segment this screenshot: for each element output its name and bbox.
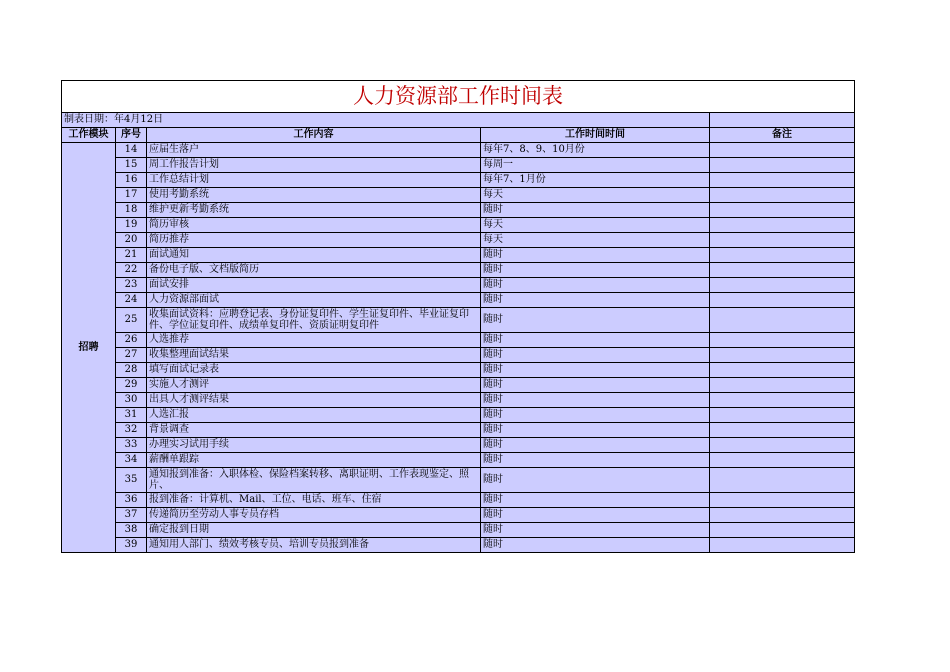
note-cell [710, 468, 855, 493]
seq-cell: 32 [116, 423, 147, 438]
note-cell [710, 493, 855, 508]
note-cell [710, 218, 855, 233]
content-cell: 收集整理面试结果 [147, 348, 481, 363]
seq-cell: 24 [116, 293, 147, 308]
table-row [62, 263, 855, 278]
content-cell: 人力资源部面试 [147, 293, 481, 308]
time-cell: 随时 [481, 293, 710, 308]
time-cell: 随时 [481, 423, 710, 438]
table-row [62, 393, 855, 408]
time-cell: 随时 [481, 348, 710, 363]
note-cell [710, 188, 855, 203]
time-cell: 随时 [481, 538, 710, 553]
seq-cell: 27 [116, 348, 147, 363]
note-cell [710, 333, 855, 348]
header-content: 工作内容 [147, 128, 481, 143]
date-row-note-cell [710, 113, 855, 128]
content-cell: 办理实习试用手续 [147, 438, 481, 453]
content-cell: 使用考勤系统 [147, 188, 481, 203]
seq-cell: 14 [116, 143, 147, 158]
content-cell: 简历推荐 [147, 233, 481, 248]
note-cell [710, 423, 855, 438]
note-cell [710, 248, 855, 263]
table-row [62, 363, 855, 378]
time-cell: 随时 [481, 453, 710, 468]
seq-cell: 29 [116, 378, 147, 393]
time-cell: 随时 [481, 248, 710, 263]
module-cell: 招聘 [62, 143, 116, 553]
content-cell: 收集面试资料：应聘登记表、身份证复印件、学生证复印件、毕业证复印件、学位证复印件、成绩单复印件、资质证明复印件 [147, 308, 481, 333]
content-cell: 周工作报告计划 [147, 158, 481, 173]
note-cell [710, 523, 855, 538]
page-title: 人力资源部工作时间表 [62, 81, 855, 113]
table-row [62, 173, 855, 188]
content-cell: 实施人才测评 [147, 378, 481, 393]
time-cell: 随时 [481, 468, 710, 493]
table-row [62, 188, 855, 203]
seq-cell: 21 [116, 248, 147, 263]
note-cell [710, 363, 855, 378]
table-row [62, 248, 855, 263]
note-cell [710, 538, 855, 553]
content-cell: 确定报到日期 [147, 523, 481, 538]
note-cell [710, 143, 855, 158]
time-cell: 随时 [481, 278, 710, 293]
table-row [62, 453, 855, 468]
note-cell [710, 293, 855, 308]
table-row [62, 493, 855, 508]
schedule-table [61, 80, 855, 553]
table-row [62, 308, 855, 333]
content-cell: 人选汇报 [147, 408, 481, 423]
table-row [62, 218, 855, 233]
time-cell: 每周一 [481, 158, 710, 173]
time-cell: 随时 [481, 523, 710, 538]
seq-cell: 15 [116, 158, 147, 173]
seq-cell: 38 [116, 523, 147, 538]
seq-cell: 20 [116, 233, 147, 248]
date-label: 制表日期：年4月12日 [62, 113, 710, 128]
time-cell: 每年7、1月份 [481, 173, 710, 188]
note-cell [710, 438, 855, 453]
table-row [62, 143, 855, 158]
seq-cell: 35 [116, 468, 147, 493]
note-cell [710, 378, 855, 393]
seq-cell: 25 [116, 308, 147, 333]
time-cell: 随时 [481, 508, 710, 523]
time-cell: 随时 [481, 333, 710, 348]
seq-cell: 31 [116, 408, 147, 423]
seq-cell: 23 [116, 278, 147, 293]
header-note: 备注 [710, 128, 855, 143]
table-row [62, 203, 855, 218]
note-cell [710, 508, 855, 523]
seq-cell: 37 [116, 508, 147, 523]
table-row [62, 523, 855, 538]
note-cell [710, 263, 855, 278]
time-cell: 每天 [481, 188, 710, 203]
content-cell: 报到准备：计算机、Mail、工位、电话、班车、住宿 [147, 493, 481, 508]
seq-cell: 34 [116, 453, 147, 468]
content-cell: 维护更新考勤系统 [147, 203, 481, 218]
seq-cell: 17 [116, 188, 147, 203]
time-cell: 每天 [481, 218, 710, 233]
table-row [62, 278, 855, 293]
content-cell: 面试通知 [147, 248, 481, 263]
note-cell [710, 308, 855, 333]
note-cell [710, 453, 855, 468]
seq-cell: 28 [116, 363, 147, 378]
time-cell: 随时 [481, 438, 710, 453]
time-cell: 随时 [481, 493, 710, 508]
time-cell: 每年7、8、9、10月份 [481, 143, 710, 158]
note-cell [710, 233, 855, 248]
table-row [62, 158, 855, 173]
header-time: 工作时间时间 [481, 128, 710, 143]
note-cell [710, 408, 855, 423]
note-cell [710, 173, 855, 188]
time-cell: 随时 [481, 408, 710, 423]
content-cell: 薪酬单跟踪 [147, 453, 481, 468]
time-cell: 每天 [481, 233, 710, 248]
note-cell [710, 203, 855, 218]
table-row [62, 408, 855, 423]
content-cell: 工作总结计划 [147, 173, 481, 188]
content-cell: 简历审核 [147, 218, 481, 233]
seq-cell: 22 [116, 263, 147, 278]
table-row [62, 348, 855, 363]
time-cell: 随时 [481, 203, 710, 218]
seq-cell: 19 [116, 218, 147, 233]
content-cell: 人选推荐 [147, 333, 481, 348]
seq-cell: 26 [116, 333, 147, 348]
note-cell [710, 393, 855, 408]
content-cell: 传递简历至劳动人事专员存档 [147, 508, 481, 523]
content-cell: 通知报到准备：入职体检、保险档案转移、离职证明、工作表现鉴定、照片、 [147, 468, 481, 493]
seq-cell: 39 [116, 538, 147, 553]
seq-cell: 16 [116, 173, 147, 188]
note-cell [710, 278, 855, 293]
time-cell: 随时 [481, 363, 710, 378]
content-cell: 填写面试记录表 [147, 363, 481, 378]
table-row [62, 423, 855, 438]
seq-cell: 33 [116, 438, 147, 453]
work-schedule-sheet [61, 80, 854, 553]
table-row [62, 468, 855, 493]
content-cell: 背景调查 [147, 423, 481, 438]
table-row [62, 233, 855, 248]
table-row [62, 333, 855, 348]
table-row [62, 538, 855, 553]
time-cell: 随时 [481, 393, 710, 408]
header-module: 工作模块 [62, 128, 116, 143]
content-cell: 备份电子版、文档版简历 [147, 263, 481, 278]
seq-cell: 36 [116, 493, 147, 508]
content-cell: 面试安排 [147, 278, 481, 293]
note-cell [710, 348, 855, 363]
header-seq: 序号 [116, 128, 147, 143]
time-cell: 随时 [481, 263, 710, 278]
seq-cell: 18 [116, 203, 147, 218]
table-row [62, 378, 855, 393]
table-row [62, 293, 855, 308]
table-row [62, 508, 855, 523]
time-cell: 随时 [481, 308, 710, 333]
content-cell: 出具人才测评结果 [147, 393, 481, 408]
note-cell [710, 158, 855, 173]
seq-cell: 30 [116, 393, 147, 408]
content-cell: 通知用人部门、绩效考核专员、培训专员报到准备 [147, 538, 481, 553]
content-cell: 应届生落户 [147, 143, 481, 158]
table-row [62, 438, 855, 453]
time-cell: 随时 [481, 378, 710, 393]
